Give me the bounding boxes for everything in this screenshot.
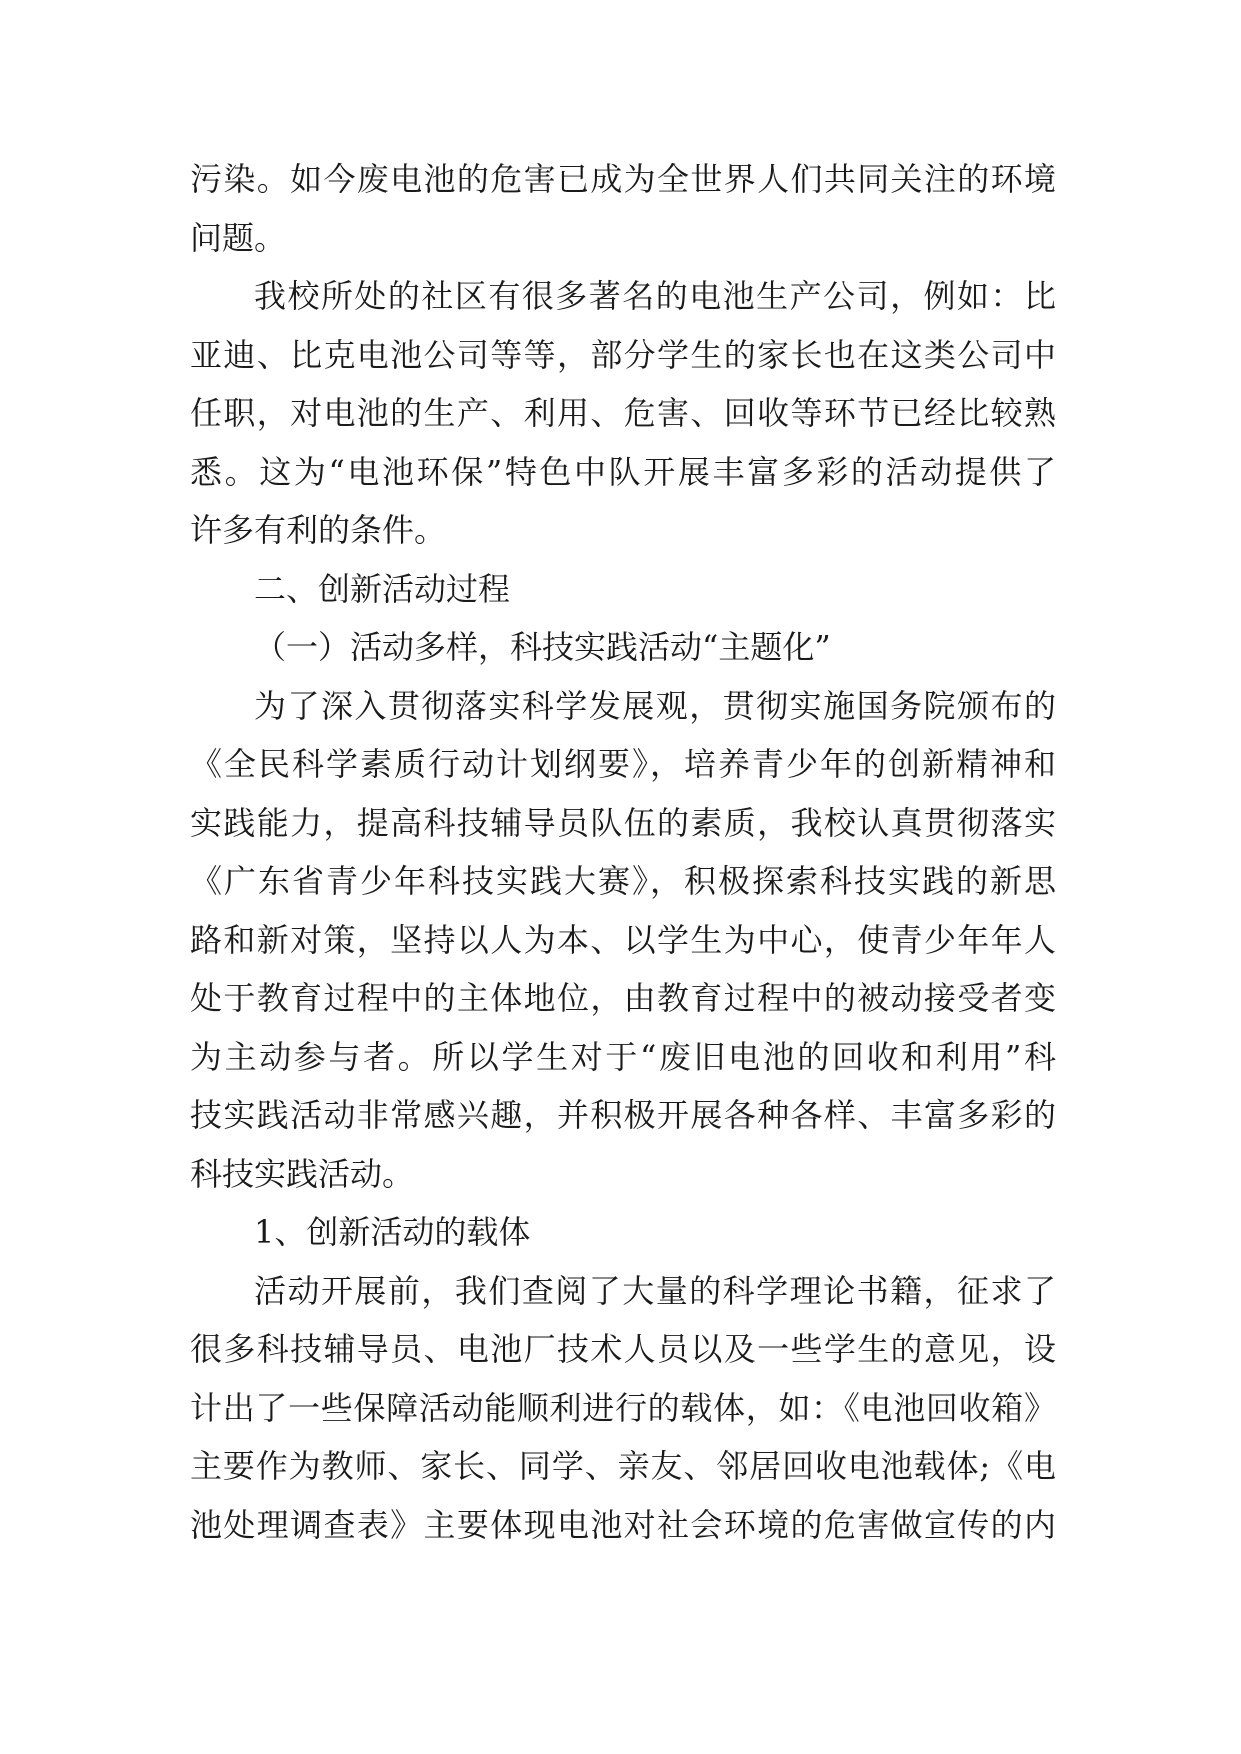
text-line-23: 主要作为教师、家长、同学、亲友、邻居回收电池载体;《电	[190, 1447, 1056, 1485]
text-line-24: 池处理调查表》主要体现电池对社会环境的危害做宣传的内	[190, 1505, 1056, 1544]
text-line-7: 许多有利的条件。	[190, 511, 447, 549]
text-line-18: 科技实践活动。	[190, 1154, 415, 1193]
text-line-16: 为主动参与者。所以学生对于“废旧电池的回收和利用”科	[190, 1037, 1056, 1076]
text-line-15: 处于教育过程中的主体地位，由教育过程中的被动接受者变	[190, 979, 1056, 1017]
text-line-2: 问题。	[190, 218, 287, 257]
text-line-6: 悉。这为“电池环保”特色中队开展丰富多彩的活动提供了	[190, 452, 1056, 491]
text-line-13: 《广东省青少年科技实践大赛》，积极探索科技实践的新思	[190, 862, 1056, 900]
section-heading: 二、创新活动过程	[254, 569, 511, 608]
text-line-5: 任职，对电池的生产、利用、危害、回收等环节已经比较熟	[190, 394, 1056, 432]
text-line-22: 计出了一些保障活动能顺利进行的载体，如：《电池回收箱》	[190, 1388, 1056, 1427]
text-line-11: 《全民科学素质行动计划纲要》，培养青少年的创新精神和	[190, 745, 1056, 783]
text-line-10: 为了深入贯彻落实科学发展观，贯彻实施国务院颁布的	[254, 686, 1056, 725]
item-heading: 1、创新活动的载体	[254, 1213, 531, 1251]
subsection-heading: （一）活动多样，科技实践活动“主题化”	[254, 628, 831, 666]
text-line-17: 技实践活动非常感兴趣，并积极开展各种各样、丰富多彩的	[190, 1096, 1056, 1134]
text-line-20: 活动开展前，我们查阅了大量的科学理论书籍，征求了	[254, 1271, 1056, 1310]
text-line-21: 很多科技辅导员、电池厂技术人员以及一些学生的意见，设	[190, 1330, 1056, 1368]
document-page	[190, 150, 1056, 1554]
text-line-12: 实践能力，提高科技辅导员队伍的素质，我校认真贯彻落实	[190, 803, 1056, 842]
text-line-1: 污染。如今废电池的危害已成为全世界人们共同关注的环境	[190, 160, 1056, 198]
text-line-4: 亚迪、比克电池公司等等，部分学生的家长也在这类公司中	[190, 335, 1056, 374]
text-line-14: 路和新对策，坚持以人为本、以学生为中心，使青少年年人	[190, 920, 1056, 959]
text-line-3: 我校所处的社区有很多著名的电池生产公司，例如：比	[254, 277, 1056, 315]
